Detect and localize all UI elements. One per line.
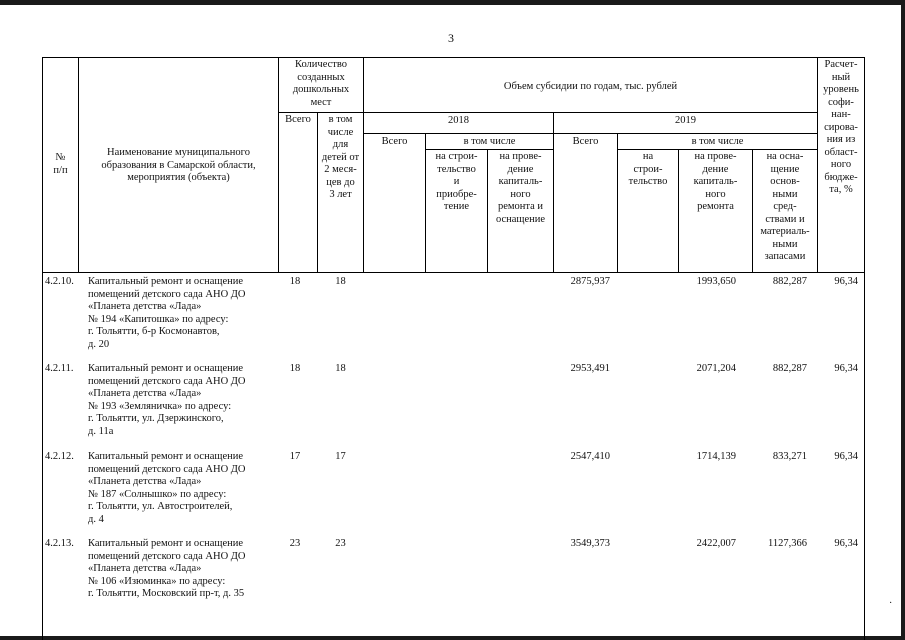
header-2019-repair: на прове- дение капиталь- ного ремонта <box>693 151 738 212</box>
row-name: Капитальный ремонт и оснащение помещений детского сада АНО ДО «Планета детства «Лада» № 194 «Капитошка» по адресу: г. Тольятти, б-р Космонавтов, д. 20 <box>88 276 246 350</box>
header-name: Наименование муниципального образования в Самарской области, мероприятия (объекта) <box>101 147 256 183</box>
row-number: 4.2.12. <box>45 451 74 462</box>
row-number: 4.2.11. <box>45 363 74 374</box>
row-2019-repair: 1993,650 <box>696 276 736 287</box>
header-places-total: Всего <box>285 114 311 125</box>
row-places-incl: 23 <box>335 538 346 549</box>
row-cofinancing: 96,34 <box>834 276 858 287</box>
header-num: № п/п <box>53 152 68 176</box>
header-2018-incl: в том числе <box>463 136 516 147</box>
header-2018-repair: на прове- дение капиталь- ного ремонта и оснащение <box>495 151 546 225</box>
row-2019-repair: 2071,204 <box>696 363 736 374</box>
row-cofinancing: 96,34 <box>834 538 858 549</box>
row-places-incl: 18 <box>335 363 346 374</box>
row-2019-repair: 1714,139 <box>696 451 736 462</box>
row-2019-equip: 882,287 <box>772 276 807 287</box>
table-rule-left <box>42 57 43 640</box>
row-2019-equip: 1127,366 <box>768 538 807 549</box>
row-places-total: 17 <box>289 451 301 462</box>
row-name: Капитальный ремонт и оснащение помещений детского сада АНО ДО «Планета детства «Лада» № 187 «Солнышко» по адресу: г. Тольятти, ул. Автостроителей, д. 4 <box>88 451 246 525</box>
header-2019-incl: в том числе <box>691 136 744 147</box>
header-year-2018: 2018 <box>448 115 469 126</box>
table-rule-subtotals <box>363 133 817 134</box>
header-2019-constr: на строи- тельство <box>628 151 668 187</box>
scan-speck: · <box>889 598 893 609</box>
row-2019-total: 2953,491 <box>570 363 610 374</box>
scan-border-top <box>0 0 905 5</box>
row-2019-total: 3549,373 <box>570 538 610 549</box>
row-2019-repair: 2422,007 <box>696 538 736 549</box>
header-2019-total: Всего <box>572 136 599 147</box>
table-rule-years <box>278 112 817 113</box>
scan-border-bottom <box>0 636 905 640</box>
header-places-incl: в том числе для детей от 2 меся- цев до 3 лет <box>321 114 360 200</box>
row-2019-equip: 833,271 <box>772 451 807 462</box>
header-cofinancing: Расчет- ный уровень софи- нан- сирова- ния из област- ного бюдже- та, % <box>823 59 859 195</box>
table-rule-incl <box>425 149 553 150</box>
header-places: Количество созданных дошкольных мест <box>292 59 350 108</box>
table-rule-header-bottom <box>42 272 864 273</box>
table-rule-incl-2019 <box>617 149 817 150</box>
row-cofinancing: 96,34 <box>834 363 858 374</box>
row-number: 4.2.10. <box>45 276 74 287</box>
row-2019-total: 2875,937 <box>570 276 610 287</box>
table-rule-top <box>42 57 864 58</box>
row-places-incl: 17 <box>335 451 346 462</box>
row-places-incl: 18 <box>335 276 346 287</box>
header-subsidy: Объем субсидии по годам, тыс. рублей <box>503 81 678 92</box>
row-name: Капитальный ремонт и оснащение помещений детского сада АНО ДО «Планета детства «Лада» № 193 «Земляничка» по адресу: г. Тольятти, ул. Дзержинского, д. 11а <box>88 363 246 437</box>
header-year-2019: 2019 <box>675 115 696 126</box>
page-number: 3 <box>448 31 454 45</box>
row-places-total: 23 <box>289 538 301 549</box>
row-cofinancing: 96,34 <box>834 451 858 462</box>
row-2019-equip: 882,287 <box>772 363 807 374</box>
table-rule-right <box>864 57 865 640</box>
row-number: 4.2.13. <box>45 538 74 549</box>
scan-border-right <box>901 0 905 640</box>
header-2018-total: Всего <box>381 136 408 147</box>
header-2018-constr: на строи- тельство и приобре- тение <box>435 151 478 212</box>
row-places-total: 18 <box>289 363 301 374</box>
row-name: Капитальный ремонт и оснащение помещений детского сада АНО ДО «Планета детства «Лада» № 106 «Изюминка» по адресу: г. Тольятти, Московский пр-т, д. 35 <box>88 538 246 599</box>
row-places-total: 18 <box>289 276 301 287</box>
row-2019-total: 2547,410 <box>570 451 610 462</box>
header-2019-equip: на осна- щение основ- ными сред- ствами и материаль- ными запасами <box>760 151 810 262</box>
